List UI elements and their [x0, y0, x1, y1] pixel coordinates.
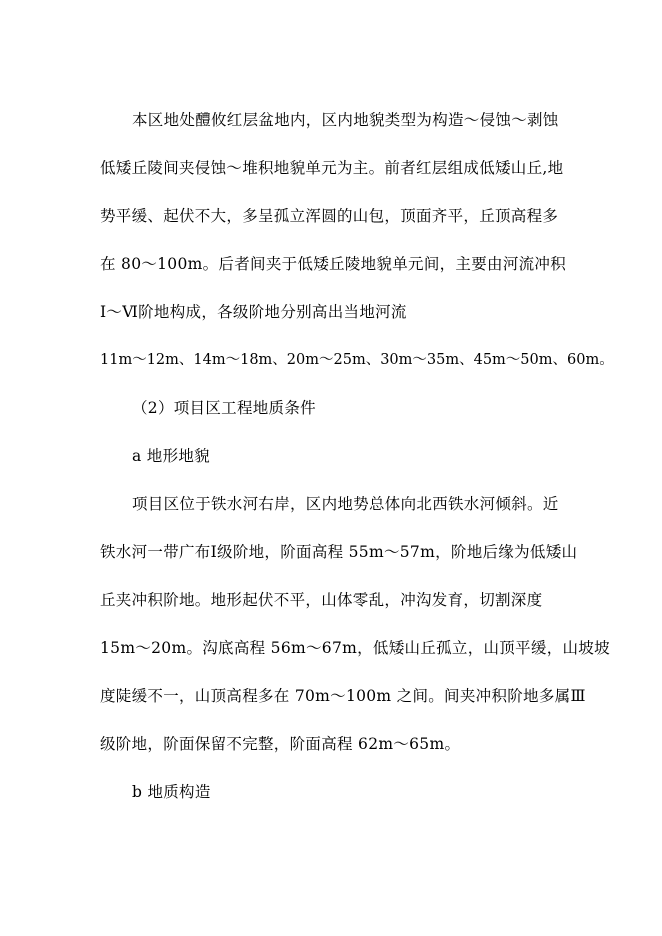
section-heading-2: （2）项目区工程地质条件 — [132, 399, 316, 417]
paragraph-1-line-6: 11m～12m、14m～18m、20m～25m、30m～35m、45m～50m、60m。 — [100, 352, 614, 368]
paragraph-1-line-3: 势平缓、起伏不大，多呈孤立浑圆的山包，顶面齐平，丘顶高程多 — [100, 207, 559, 225]
paragraph-1-line-4: 在 80～100m。后者间夹于低矮丘陵地貌单元间，主要由河流冲积 — [100, 255, 567, 273]
paragraph-2-line-4: 15m～20m。沟底高程 56m～67m，低矮山丘孤立，山顶平缓，山坡坡 — [100, 639, 610, 657]
paragraph-1-line-2: 低矮丘陵间夹侵蚀～堆积地貌单元为主。前者红层组成低矮山丘,地 — [100, 159, 564, 177]
subsection-heading-a: a 地形地貌 — [132, 447, 210, 465]
paragraph-2-line-3: 丘夹冲积阶地。地形起伏不平，山体零乱，冲沟发育，切割深度 — [100, 591, 543, 609]
paragraph-2-line-5: 度陡缓不一，山顶高程多在 70m～100m 之间。间夹冲积阶地多属Ⅲ — [100, 687, 586, 705]
paragraph-2-line-1: 项目区位于铁水河右岸，区内地势总体向北西铁水河倾斜。近 — [132, 495, 559, 513]
subsection-heading-b: b 地质构造 — [132, 783, 211, 801]
paragraph-1-line-5: Ⅰ～Ⅵ阶地构成，各级阶地分别高出当地河流 — [100, 303, 407, 321]
paragraph-1-line-1: 本区地处醴攸红层盆地内，区内地貌类型为构造～侵蚀～剥蚀 — [132, 111, 559, 129]
paragraph-2-line-2: 铁水河一带广布Ⅰ级阶地，阶面高程 55m～57m，阶地后缘为低矮山 — [100, 543, 578, 561]
paragraph-2-line-6: 级阶地，阶面保留不完整，阶面高程 62m～65m。 — [100, 735, 461, 753]
